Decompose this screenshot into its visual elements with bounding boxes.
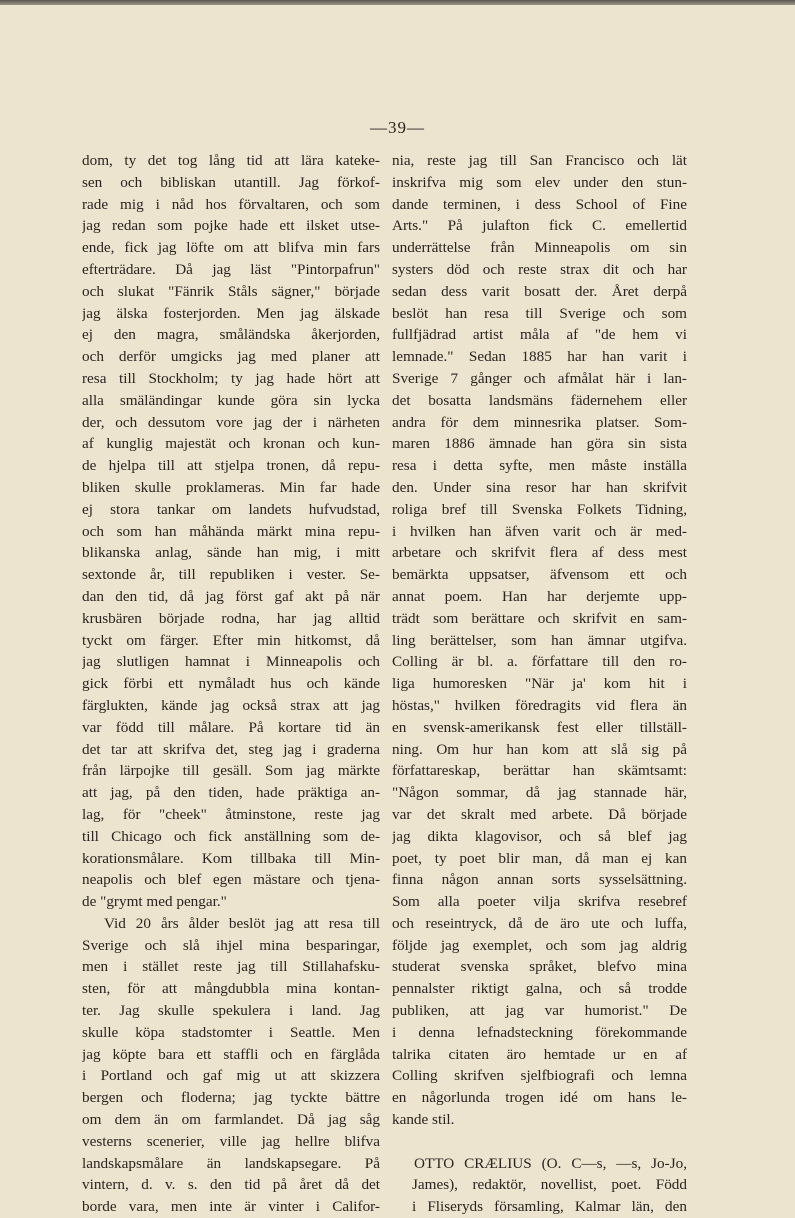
text-line: James), redaktör, novellist, poet. Född: [412, 1176, 687, 1194]
text-line: Arts." På julafton fick C. emellertid: [392, 217, 687, 235]
right-text-column: [392, 150, 687, 1218]
page-top-edge: [0, 0, 795, 5]
text-line: i Fliseryds församling, Kalmar län, den: [412, 1198, 687, 1216]
text-line: från lärpojke till gesäll. Som jag märkte: [82, 762, 380, 780]
text-line: vesterns scenerier, ville jag hellre blifva: [82, 1132, 380, 1150]
text-line: annat poem. Han har derjemte upp-: [392, 587, 687, 605]
text-line: inskrifva mig som elev under den stun-: [392, 173, 687, 191]
text-line: dande terminen, i dess School of Fine: [392, 195, 687, 213]
text-line: i Portland och gaf mig ut att skizzera: [82, 1067, 380, 1085]
text-line: gick förbi ett nymåladt hus och kände: [82, 675, 380, 693]
text-line: talrika citaten äro hemtade ur en af: [392, 1045, 687, 1063]
text-line: fullfjädrad artist måla af "de hem vi: [392, 326, 687, 344]
text-line: jag slutligen hamnat i Minneapolis och: [82, 653, 380, 671]
text-line: Vid 20 års ålder beslöt jag att resa till: [104, 914, 380, 932]
text-line: resa i detta syfte, men måste inställa: [392, 457, 687, 475]
text-line: nia, reste jag till San Francisco och lät: [392, 152, 687, 169]
text-line: jag dikta klagovisor, och så blef jag: [392, 827, 687, 845]
text-line: resa till Stockholm; ty jag hade hört att: [82, 369, 380, 387]
text-line: liga humoresken "När ja' kom hit i: [392, 675, 687, 693]
text-line: landskapsmålare än landskapsegare. På: [82, 1154, 380, 1172]
text-line: dan den tid, då jag först gaf akt på när: [82, 587, 380, 605]
text-line: jag redan som pojke hade ett ilsket utse-: [82, 217, 380, 235]
text-line: arbetare och skrifvit flera af dess mest: [392, 544, 687, 562]
text-line: rade mig i nåd hos förvaltaren, och som: [82, 195, 380, 213]
text-line: de hjelpa till att stjelpa tronen, då repu-: [82, 457, 380, 475]
text-line: Sverige 7 gånger och afmålat här i lan-: [392, 369, 687, 387]
text-line: ling berättelser, som han ämnar utgifva.: [392, 631, 687, 649]
text-line: lemnade." Sedan 1885 har han varit i: [392, 348, 687, 366]
text-line: lag, för "cheek" åtminstone, reste jag: [82, 805, 380, 823]
text-line: sedan dess varit bosatt der. Året derpå: [392, 282, 687, 300]
text-line: tyckt om färger. Efter min hitkomst, då: [82, 631, 380, 649]
text-line: bliken skulle proklameras. Min far hade: [82, 478, 380, 496]
text-line: blikanska anlag, sände han mig, i mitt: [82, 544, 380, 562]
text-line: i denna lefnadsteckning förekommande: [392, 1023, 687, 1041]
text-line: vintern, d. v. s. den tid på året då det: [82, 1176, 380, 1194]
text-line: en svensk-amerikansk fest eller tillställ-: [392, 718, 687, 736]
text-line: dom, ty det tog lång tid att lära kateke-: [82, 152, 380, 169]
text-line: publiken, att jag var humorist." De: [392, 1002, 687, 1020]
text-line: roliga bref till Svenska Folkets Tidning,: [392, 500, 687, 518]
text-line: det tar att skrifva det, steg jag i graderna: [82, 740, 380, 758]
text-line: till Chicago och fick anställning som de-: [82, 827, 380, 845]
text-line: alla smäländingar kunde göra sin lycka: [82, 391, 380, 409]
text-line: ej stora tankar om landets hufvudstad,: [82, 500, 380, 518]
text-line: krusbären började rodna, har jag alltid: [82, 609, 380, 627]
text-line: höstas," hvilken föredragits vid flera än: [392, 696, 687, 714]
text-line: och som han måhända märkt mina repu-: [82, 522, 380, 540]
text-line: de "grymt med pengar.": [82, 893, 227, 911]
text-line: underrättelse från Minneapolis om sin: [392, 239, 687, 257]
text-line: Som alla poeter vilja skrifva resebref: [392, 893, 687, 911]
text-line: den. Under sina resor har han skrifvit: [392, 478, 687, 496]
text-line: poet, ty poet blir man, då man ej kan: [392, 849, 687, 867]
text-line: ter. Jag skulle spekulera i land. Jag: [82, 1002, 380, 1020]
text-line: sextonde år, till republiken i vester. Se-: [82, 566, 380, 584]
text-line: korationsmålare. Kom tillbaka till Min-: [82, 849, 380, 867]
text-line: maren 1886 ämnade han göra sin sista: [392, 435, 687, 453]
text-line: var det skralt med arbete. Då började: [392, 805, 687, 823]
text-line: af kunglig majestät och kronan och kun-: [82, 435, 380, 453]
text-line: det bosatta landsmäns fädernehem eller: [392, 391, 687, 409]
text-line: följde jag exemplet, och som jag aldrig: [392, 936, 687, 954]
text-line: Sverige och slå ihjel mina besparingar,: [82, 936, 380, 954]
text-line: borde vara, men inte är vinter i Califor-: [82, 1198, 380, 1216]
text-line: andra för dem minnesrika platser. Som-: [392, 413, 687, 431]
text-line: pennalster riktigt galna, och så trodde: [392, 980, 687, 998]
text-line: trädt som berättare och skrifvit en sam-: [392, 609, 687, 627]
text-line: i hvilken han äfven varit och är med-: [392, 522, 687, 540]
text-line: systers död och reste strax dit och har: [392, 260, 687, 278]
text-line: "Någon sommar, då jag stannade här,: [392, 784, 687, 802]
text-line: beslöt han resa till Sverige och som: [392, 304, 687, 322]
text-line: bemärkta uppsatser, äfvensom ett och: [392, 566, 687, 584]
text-line: Colling skrifven sjelfbiografi och lemna: [392, 1067, 687, 1085]
text-line: efterträdare. Då jag läst "Pintorpafrun": [82, 260, 380, 278]
text-line: skulle köpa stadstomter i Seattle. Men: [82, 1023, 380, 1041]
text-line: och derför umgicks jag med planer att: [82, 348, 380, 366]
text-line: der, och dessutom vore jag der i närheten: [82, 413, 380, 431]
text-line: kande stil.: [392, 1111, 455, 1129]
text-line: författareskap, berättar han skämtsamt:: [392, 762, 687, 780]
entry-heading-line: OTTO CRÆLIUS (O. C—s, —s, Jo-Jo,: [414, 1154, 687, 1172]
text-line: och slukat "Fänrik Ståls sägner," började: [82, 282, 380, 300]
text-line: jag älska fosterjorden. Men jag älskade: [82, 304, 380, 322]
text-line: att jag, på den tiden, hade präktiga an-: [82, 784, 380, 802]
text-line: ende, fick jag löfte om att blifva min fars: [82, 239, 380, 257]
text-line: och reseintryck, då de äro ute och luffa,: [392, 914, 687, 932]
text-line: finna någon annan sorts sysselsättning.: [392, 871, 687, 889]
text-line: Colling är bl. a. författare till den ro-: [392, 653, 687, 671]
text-line: ej den magra, småländska åkerjorden,: [82, 326, 380, 344]
page-number: —39—: [370, 118, 425, 137]
left-text-column: [82, 150, 380, 1218]
text-line: färglukten, kände jag också strax att jag: [82, 696, 380, 714]
text-line: bergen och floderna; jag tyckte bättre: [82, 1089, 380, 1107]
text-line: sten, för att mångdubbla mina kontan-: [82, 980, 380, 998]
text-line: om dem än om farmlandet. Då jag såg: [82, 1111, 380, 1129]
text-line: ning. Om hur han kom att slå sig på: [392, 740, 687, 758]
text-line: studerat svenska språket, blefvo mina: [392, 958, 687, 976]
text-line: sen och bibliskan utantill. Jag förkof-: [82, 173, 380, 191]
paragraph-gap: [392, 1131, 687, 1153]
text-line: neapolis och blef egen mästare och tjena-: [82, 871, 380, 889]
text-line: jag köpte bara ett staffli och en färglåda: [82, 1045, 380, 1063]
text-line: men i stället reste jag till Stillahafsku-: [82, 958, 380, 976]
text-line: var född till målare. På kortare tid än: [82, 718, 380, 736]
text-line: en någorlunda trogen idé om hans le-: [392, 1089, 687, 1107]
